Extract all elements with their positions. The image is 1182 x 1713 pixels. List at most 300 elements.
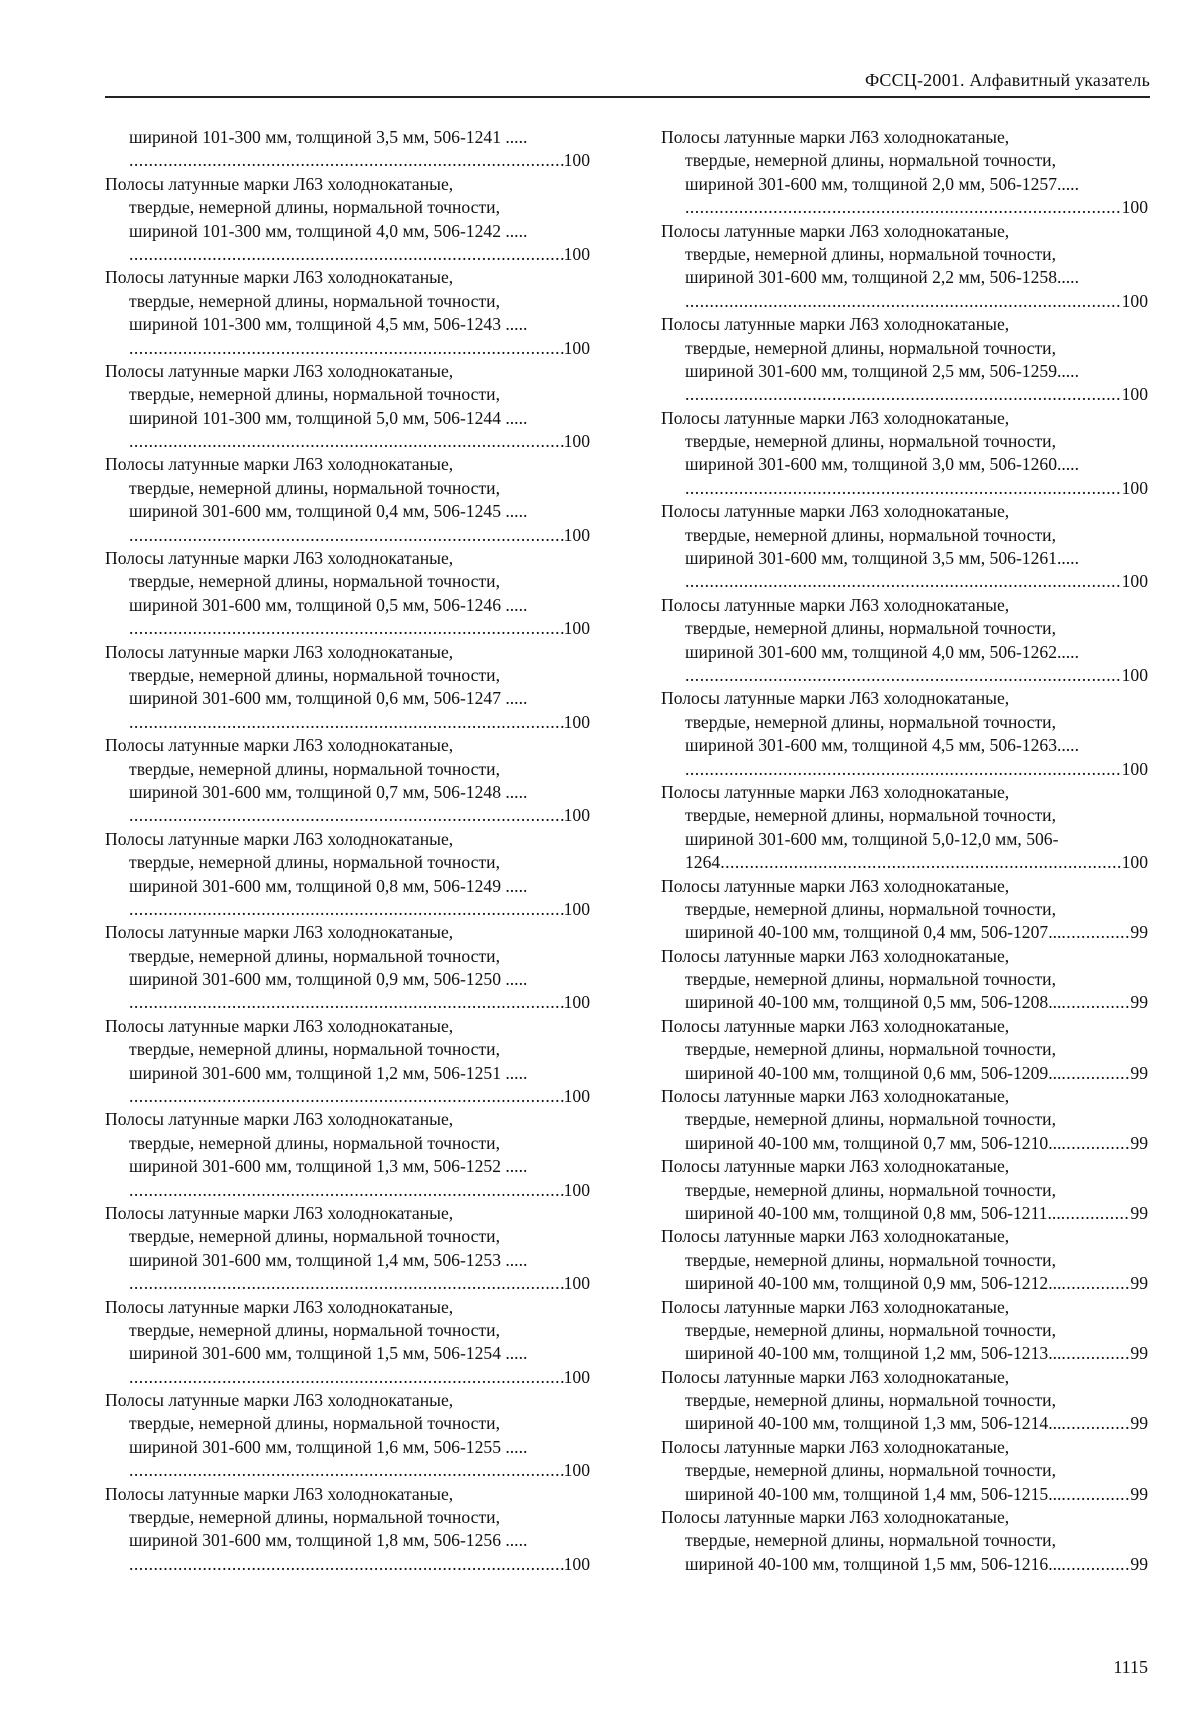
entry-page-ref: 100 (563, 1179, 590, 1200)
index-entry-line (105, 1553, 590, 1576)
index-entry-line (105, 617, 590, 640)
dot-leader (129, 524, 564, 547)
entry-text: шириной 301-600 мм, толщиной 0,4 мм, 506-1245 ..... (129, 501, 528, 522)
index-entry (661, 781, 1148, 875)
entry-text: твердые, немерной длины, нормальной точности, (685, 1390, 1056, 1411)
entry-text: Полосы латунные марки Л63 холоднокатаные, (105, 454, 454, 475)
index-entry (661, 126, 1148, 220)
index-entry-line (661, 804, 1148, 827)
entry-page-ref: 100 (563, 1553, 590, 1574)
entry-text: шириной 301-600 мм, толщиной 2,5 мм, 506-1259..... (685, 360, 1079, 381)
entry-text: шириной 301-600 мм, толщиной 2,0 мм, 506-1257..... (685, 173, 1079, 194)
index-entry-line (105, 383, 590, 406)
dot-leader (685, 196, 1122, 219)
index-entry (105, 921, 590, 1015)
entry-text: Полосы латунные марки Л63 холоднокатаные, (105, 267, 454, 288)
entry-text: шириной 301-600 мм, толщиной 4,0 мм, 506-1262..... (685, 641, 1079, 662)
entry-text: шириной 40-100 мм, толщиной 1,5 мм, 506-1216... (685, 1553, 1062, 1574)
dot-leader (129, 243, 564, 266)
index-entry-line (105, 1389, 590, 1412)
dot-leader (685, 383, 1122, 406)
index-entry (661, 1155, 1148, 1225)
index-entry-line (661, 1319, 1148, 1342)
entry-text: Полосы латунные марки Л63 холоднокатаные, (105, 1296, 454, 1317)
entry-text: твердые, немерной длины, нормальной точности, (129, 1132, 500, 1153)
dot-leader (129, 711, 564, 734)
index-entry-line (661, 383, 1148, 406)
entry-text: твердые, немерной длины, нормальной точности, (129, 758, 500, 779)
index-entry (661, 1296, 1148, 1366)
entry-page-ref: 100 (1121, 197, 1148, 218)
entry-page-ref: 100 (1121, 758, 1148, 779)
index-entry (661, 945, 1148, 1015)
dot-leader (129, 1366, 564, 1389)
entry-page-ref: 100 (563, 337, 590, 358)
entry-text: Полосы латунные марки Л63 холоднокатаные, (105, 1390, 454, 1411)
entry-text: твердые, немерной длины, нормальной точности, (685, 1530, 1056, 1551)
index-entry (105, 1015, 590, 1109)
index-entry-line (105, 173, 590, 196)
index-entry-line (105, 1225, 590, 1248)
index-entry (661, 594, 1148, 688)
index-entry-line (661, 430, 1148, 453)
entry-text: твердые, немерной длины, нормальной точности, (129, 664, 500, 685)
entry-text: Полосы латунные марки Л63 холоднокатаные, (105, 735, 454, 756)
entry-text: шириной 40-100 мм, толщиной 0,9 мм, 506-1212... (685, 1273, 1062, 1294)
index-entry-line (105, 360, 590, 383)
entry-text: шириной 301-600 мм, толщиной 1,6 мм, 506-1255 ..... (129, 1436, 528, 1457)
dot-leader (1061, 1272, 1130, 1295)
index-entry-line (661, 1015, 1148, 1038)
entry-text: твердые, немерной длины, нормальной точности, (129, 290, 500, 311)
entry-text: Полосы латунные марки Л63 холоднокатаные, (661, 945, 1010, 966)
index-entry-line (661, 1062, 1148, 1085)
entry-text: шириной 40-100 мм, толщиной 1,3 мм, 506-1214... (685, 1413, 1062, 1434)
entry-text: твердые, немерной длины, нормальной точности, (685, 805, 1056, 826)
index-entry (105, 1296, 590, 1390)
entry-text: шириной 301-600 мм, толщиной 1,5 мм, 506-1254 ..... (129, 1343, 528, 1364)
index-entry-line (105, 430, 590, 453)
index-entry (105, 641, 590, 735)
index-entry-line (661, 1412, 1148, 1435)
entry-text: Полосы латунные марки Л63 холоднокатаные, (105, 1109, 454, 1130)
dot-leader (685, 664, 1122, 687)
entry-text: шириной 301-600 мм, толщиной 0,9 мм, 506-1250 ..... (129, 969, 528, 990)
entry-page-ref: 100 (563, 1086, 590, 1107)
index-entry-line (661, 711, 1148, 734)
entry-page-ref: 99 (1130, 1132, 1148, 1153)
entry-text: твердые, немерной длины, нормальной точности, (129, 1413, 500, 1434)
index-entry (105, 1108, 590, 1202)
header-title: ФССЦ-2001. Алфавитный указатель (864, 70, 1150, 90)
entry-page-ref: 100 (563, 1273, 590, 1294)
index-entry (661, 1085, 1148, 1155)
entry-text: Полосы латунные марки Л63 холоднокатаные, (105, 1483, 454, 1504)
index-entry (661, 1225, 1148, 1295)
entry-page-ref: 100 (563, 243, 590, 264)
entry-page-ref: 100 (1121, 290, 1148, 311)
dot-leader (129, 617, 564, 640)
index-entry-line (105, 1342, 590, 1365)
entry-text: твердые, немерной длины, нормальной точности, (685, 1109, 1056, 1130)
entry-text: шириной 101-300 мм, толщиной 4,0 мм, 506-1242 ..... (129, 220, 528, 241)
entry-page-ref: 99 (1130, 1273, 1148, 1294)
entry-text: шириной 301-600 мм, толщиной 5,0-12,0 мм, 506- (685, 828, 1059, 849)
entry-text: шириной 301-600 мм, толщиной 0,5 мм, 506-1246 ..... (129, 594, 528, 615)
entry-text: твердые, немерной длины, нормальной точности, (685, 1249, 1056, 1270)
entry-text: шириной 301-600 мм, толщиной 3,5 мм, 506-1261..... (685, 548, 1079, 569)
entry-page-ref: 99 (1130, 1202, 1148, 1223)
entry-text: твердые, немерной длины, нормальной точности, (685, 243, 1056, 264)
entry-text: Полосы латунные марки Л63 холоднокатаные, (105, 828, 454, 849)
index-entry-line (661, 898, 1148, 921)
index-entry-line (661, 1038, 1148, 1061)
entry-text: шириной 301-600 мм, толщиной 1,3 мм, 506-1252 ..... (129, 1156, 528, 1177)
index-entry (661, 1366, 1148, 1436)
index-entry-line (105, 313, 590, 336)
entry-text: твердые, немерной длины, нормальной точности, (129, 571, 500, 592)
index-entry-line (105, 1272, 590, 1295)
entry-text: Полосы латунные марки Л63 холоднокатаные, (661, 781, 1010, 802)
dot-leader (129, 898, 564, 921)
index-entry-line (105, 1506, 590, 1529)
entry-text: шириной 40-100 мм, толщиной 1,4 мм, 506-1215... (685, 1483, 1062, 1504)
entry-text: шириной 40-100 мм, толщиной 0,7 мм, 506-1210... (685, 1132, 1062, 1153)
dot-leader (1061, 1553, 1130, 1576)
index-entry-line (105, 875, 590, 898)
entry-page-ref: 100 (1121, 664, 1148, 685)
index-entry-line (661, 1436, 1148, 1459)
index-entry-line (661, 1202, 1148, 1225)
dot-leader (720, 851, 1121, 874)
index-entry-line (105, 266, 590, 289)
index-entry (661, 500, 1148, 594)
dot-leader (1061, 1062, 1130, 1085)
index-entry (661, 1506, 1148, 1576)
index-entry-line (105, 337, 590, 360)
index-entry-line (661, 524, 1148, 547)
index-entry-line (105, 734, 590, 757)
index-entry-line (105, 1015, 590, 1038)
entry-text: Полосы латунные марки Л63 холоднокатаные, (661, 875, 1010, 896)
index-entry-line (105, 453, 590, 476)
entry-page-ref: 99 (1130, 1062, 1148, 1083)
index-entry-line (661, 734, 1148, 757)
index-entry-line (105, 290, 590, 313)
index-entry-line (105, 220, 590, 243)
entry-page-ref: 100 (563, 618, 590, 639)
index-entry-line (105, 664, 590, 687)
entry-text: твердые, немерной длины, нормальной точности, (129, 852, 500, 873)
entry-text: Полосы латунные марки Л63 холоднокатаные, (105, 922, 454, 943)
index-entry-line (105, 1132, 590, 1155)
index-entry-line (661, 1132, 1148, 1155)
index-entry-line (105, 1366, 590, 1389)
index-entry (105, 734, 590, 828)
index-entry-line (105, 851, 590, 874)
entry-page-ref: 100 (1121, 852, 1148, 873)
dot-leader (1061, 991, 1130, 1014)
dot-leader (1061, 1202, 1131, 1225)
index-entry (105, 828, 590, 922)
entry-text: твердые, немерной длины, нормальной точности, (685, 1460, 1056, 1481)
index-entry-line (661, 547, 1148, 570)
index-entry-line (105, 1319, 590, 1342)
index-entry-line (105, 126, 590, 149)
index-entry-line (105, 758, 590, 781)
page-number: 1115 (1113, 1657, 1148, 1677)
index-entry (661, 220, 1148, 314)
index-entry-line (661, 687, 1148, 710)
index-entry-line (661, 1553, 1148, 1576)
index-entry-line (661, 500, 1148, 523)
index-entry-line (661, 641, 1148, 664)
index-entry-line (661, 173, 1148, 196)
index-entry-line (105, 1085, 590, 1108)
index-entry-line (661, 991, 1148, 1014)
index-entry-line (105, 594, 590, 617)
index-entry-line (661, 1459, 1148, 1482)
entry-text: Полосы латунные марки Л63 холоднокатаные, (661, 1226, 1010, 1247)
entry-text: Полосы латунные марки Л63 холоднокатаные, (661, 1086, 1010, 1107)
index-entry-line (105, 547, 590, 570)
index-entry-line (661, 1249, 1148, 1272)
entry-page-ref: 100 (1121, 571, 1148, 592)
index-entry-line (105, 1436, 590, 1459)
entry-text: Полосы латунные марки Л63 холоднокатаные, (661, 1366, 1010, 1387)
entry-text: шириной 301-600 мм, толщиной 0,7 мм, 506-1248 ..... (129, 781, 528, 802)
entry-text: Полосы латунные марки Л63 холоднокатаные, (105, 641, 454, 662)
dot-leader (129, 1085, 564, 1108)
index-entry-line (661, 570, 1148, 593)
dot-leader (129, 804, 564, 827)
entry-page-ref: 99 (1130, 992, 1148, 1013)
index-entry-line (105, 1459, 590, 1482)
index-entry-line (661, 1085, 1148, 1108)
index-entry-line (661, 407, 1148, 430)
entry-text: Полосы латунные марки Л63 холоднокатаные, (661, 220, 1010, 241)
entry-text: Полосы латунные марки Л63 холоднокатаные, (661, 127, 1010, 147)
index-entry (661, 687, 1148, 781)
index-entry-line (105, 1249, 590, 1272)
index-entry-line (661, 781, 1148, 804)
index-entry-line (661, 1389, 1148, 1412)
index-entry-line (105, 945, 590, 968)
index-entry-line (661, 337, 1148, 360)
index-entry-line (661, 1179, 1148, 1202)
index-entry-line (105, 687, 590, 710)
entry-text: твердые, немерной длины, нормальной точности, (685, 337, 1056, 358)
entry-page-ref: 100 (563, 1366, 590, 1387)
entry-text: Полосы латунные марки Л63 холоднокатаные, (661, 314, 1010, 335)
dot-leader (1061, 1483, 1130, 1506)
entry-text: твердые, немерной длины, нормальной точности, (685, 969, 1056, 990)
index-entry-line (105, 828, 590, 851)
entry-text: Полосы латунные марки Л63 холоднокатаные, (661, 1156, 1010, 1177)
index-entry (105, 547, 590, 641)
index-entry (105, 360, 590, 454)
index-entry-line (661, 453, 1148, 476)
dot-leader (1061, 1342, 1130, 1365)
entry-text: шириной 101-300 мм, толщиной 3,5 мм, 506-1241 ..... (129, 127, 528, 147)
index-entry (661, 875, 1148, 945)
index-entry-line (661, 1272, 1148, 1295)
index-entry (661, 407, 1148, 501)
index-entry-line (105, 149, 590, 172)
index-entry-line (661, 968, 1148, 991)
entry-text: твердые, немерной длины, нормальной точности, (129, 1226, 500, 1247)
entry-page-ref: 99 (1130, 1343, 1148, 1364)
index-entry-line (661, 243, 1148, 266)
index-entry-line (105, 196, 590, 219)
dot-leader (129, 1553, 564, 1576)
index-entry-line (661, 290, 1148, 313)
entry-page-ref: 99 (1130, 1483, 1148, 1504)
index-entry-line (105, 1179, 590, 1202)
index-entry-line (105, 477, 590, 500)
dot-leader (685, 477, 1122, 500)
index-entry (105, 126, 590, 173)
index-entry-line (105, 804, 590, 827)
entry-text: Полосы латунные марки Л63 холоднокатаные, (661, 1296, 1010, 1317)
index-entry-line (105, 570, 590, 593)
index-entry-line (661, 828, 1148, 851)
index-entry-line (661, 477, 1148, 500)
entry-text: шириной 301-600 мм, толщиной 2,2 мм, 506-1258..... (685, 267, 1079, 288)
index-entry-line (661, 1342, 1148, 1365)
index-entry-line (661, 945, 1148, 968)
dot-leader (129, 337, 564, 360)
index-entry-line (105, 711, 590, 734)
entry-page-ref: 100 (563, 992, 590, 1013)
index-entry-line (105, 1155, 590, 1178)
entry-page-ref: 100 (1121, 477, 1148, 498)
index-entry-line (661, 1483, 1148, 1506)
index-entry-line (105, 968, 590, 991)
entry-text: шириной 301-600 мм, толщиной 1,8 мм, 506-1256 ..... (129, 1530, 528, 1551)
index-entry-line (661, 1506, 1148, 1529)
dot-leader (685, 570, 1122, 593)
dot-leader (685, 758, 1122, 781)
entry-text: твердые, немерной длины, нормальной точности, (685, 618, 1056, 639)
entry-text: твердые, немерной длины, нормальной точности, (685, 898, 1056, 919)
entry-text: шириной 40-100 мм, толщиной 0,6 мм, 506-1209... (685, 1062, 1062, 1083)
entry-text: шириной 40-100 мм, толщиной 1,2 мм, 506-1213... (685, 1343, 1062, 1364)
index-entry-line (105, 781, 590, 804)
index-entry-line (105, 1108, 590, 1131)
index-entry (105, 1389, 590, 1483)
entry-text: Полосы латунные марки Л63 холоднокатаные, (661, 1015, 1010, 1036)
index-entry-line (661, 266, 1148, 289)
entry-page-ref: 100 (563, 524, 590, 545)
index-entry-line (105, 1483, 590, 1506)
index-entry (105, 173, 590, 267)
index-entry (105, 1483, 590, 1577)
index-column-right (661, 126, 1148, 1576)
dot-leader (1061, 1132, 1130, 1155)
entry-text: Полосы латунные марки Л63 холоднокатаные, (661, 501, 1010, 522)
index-entry-line (661, 617, 1148, 640)
entry-text: Полосы латунные марки Л63 холоднокатаные, (661, 594, 1010, 615)
index-entry-line (105, 641, 590, 664)
index-column-left (105, 126, 590, 1576)
index-entry-line (661, 149, 1148, 172)
entry-text: твердые, немерной длины, нормальной точности, (685, 150, 1056, 171)
index-entry-line (105, 898, 590, 921)
dot-leader (685, 290, 1122, 313)
index-entry-line (105, 991, 590, 1014)
entry-text: Полосы латунные марки Л63 холоднокатаные, (661, 1436, 1010, 1457)
index-entry-line (105, 243, 590, 266)
dot-leader (129, 149, 564, 172)
index-entry-line (661, 664, 1148, 687)
dot-leader (129, 991, 564, 1014)
entry-text: шириной 101-300 мм, толщиной 5,0 мм, 506-1244 ..... (129, 407, 528, 428)
entry-text: твердые, немерной длины, нормальной точности, (129, 384, 500, 405)
dot-leader (129, 1179, 564, 1202)
index-entry (661, 313, 1148, 407)
entry-page-ref: 99 (1130, 922, 1148, 943)
entry-text: Полосы латунные марки Л63 холоднокатаные, (661, 407, 1010, 428)
index-entry-line (105, 1062, 590, 1085)
index-entry-line (661, 851, 1148, 874)
entry-text: Полосы латунные марки Л63 холоднокатаные, (661, 1507, 1010, 1528)
entry-text: твердые, немерной длины, нормальной точности, (685, 1319, 1056, 1340)
entry-text: шириной 301-600 мм, толщиной 4,5 мм, 506-1263..... (685, 735, 1079, 756)
index-entry-line (105, 407, 590, 430)
index-entry-line (105, 921, 590, 944)
dot-leader (1061, 1412, 1130, 1435)
index-entry-line (661, 126, 1148, 149)
entry-text: твердые, немерной длины, нормальной точности, (685, 711, 1056, 732)
index-entry (105, 1202, 590, 1296)
entry-text: шириной 301-600 мм, толщиной 0,8 мм, 506-1249 ..... (129, 875, 528, 896)
index-entry-line (661, 1108, 1148, 1131)
entry-text: шириной 40-100 мм, толщиной 0,8 мм, 506-1211... (685, 1202, 1061, 1223)
entry-text: твердые, немерной длины, нормальной точности, (129, 1319, 500, 1340)
entry-text: Полосы латунные марки Л63 холоднокатаные, (105, 360, 454, 381)
entry-page-ref: 100 (563, 805, 590, 826)
index-entry-line (661, 1155, 1148, 1178)
index-entry (661, 1015, 1148, 1085)
index-entry-line (105, 1202, 590, 1225)
entry-text: Полосы латунные марки Л63 холоднокатаные, (105, 1202, 454, 1223)
entry-text: твердые, немерной длины, нормальной точности, (685, 431, 1056, 452)
index-entry-line (661, 921, 1148, 944)
entry-text: Полосы латунные марки Л63 холоднокатаные, (661, 688, 1010, 709)
entry-text: Полосы латунные марки Л63 холоднокатаные, (105, 548, 454, 569)
entry-page-ref: 100 (563, 898, 590, 919)
entry-text: твердые, немерной длины, нормальной точности, (129, 1039, 500, 1060)
entry-text: твердые, немерной длины, нормальной точности, (685, 1179, 1056, 1200)
entry-text: твердые, немерной длины, нормальной точности, (685, 1039, 1056, 1060)
entry-text: шириной 40-100 мм, толщиной 0,5 мм, 506-1208... (685, 992, 1062, 1013)
entry-text: твердые, немерной длины, нормальной точности, (129, 197, 500, 218)
entry-text: твердые, немерной длины, нормальной точности, (685, 524, 1056, 545)
index-entry-line (105, 1038, 590, 1061)
entry-text: шириной 301-600 мм, толщиной 0,6 мм, 506-1247 ..... (129, 688, 528, 709)
dot-leader (1061, 921, 1130, 944)
index-entry (105, 266, 590, 360)
index-entry-line (661, 1296, 1148, 1319)
index-entry-line (661, 196, 1148, 219)
entry-page-ref: 99 (1130, 1413, 1148, 1434)
entry-text: Полосы латунные марки Л63 холоднокатаные, (105, 1015, 454, 1036)
index-entry-line (105, 1296, 590, 1319)
entry-text: 1264 (685, 852, 721, 873)
entry-page-ref: 99 (1130, 1553, 1148, 1574)
entry-text: Полосы латунные марки Л63 холоднокатаные, (105, 173, 454, 194)
